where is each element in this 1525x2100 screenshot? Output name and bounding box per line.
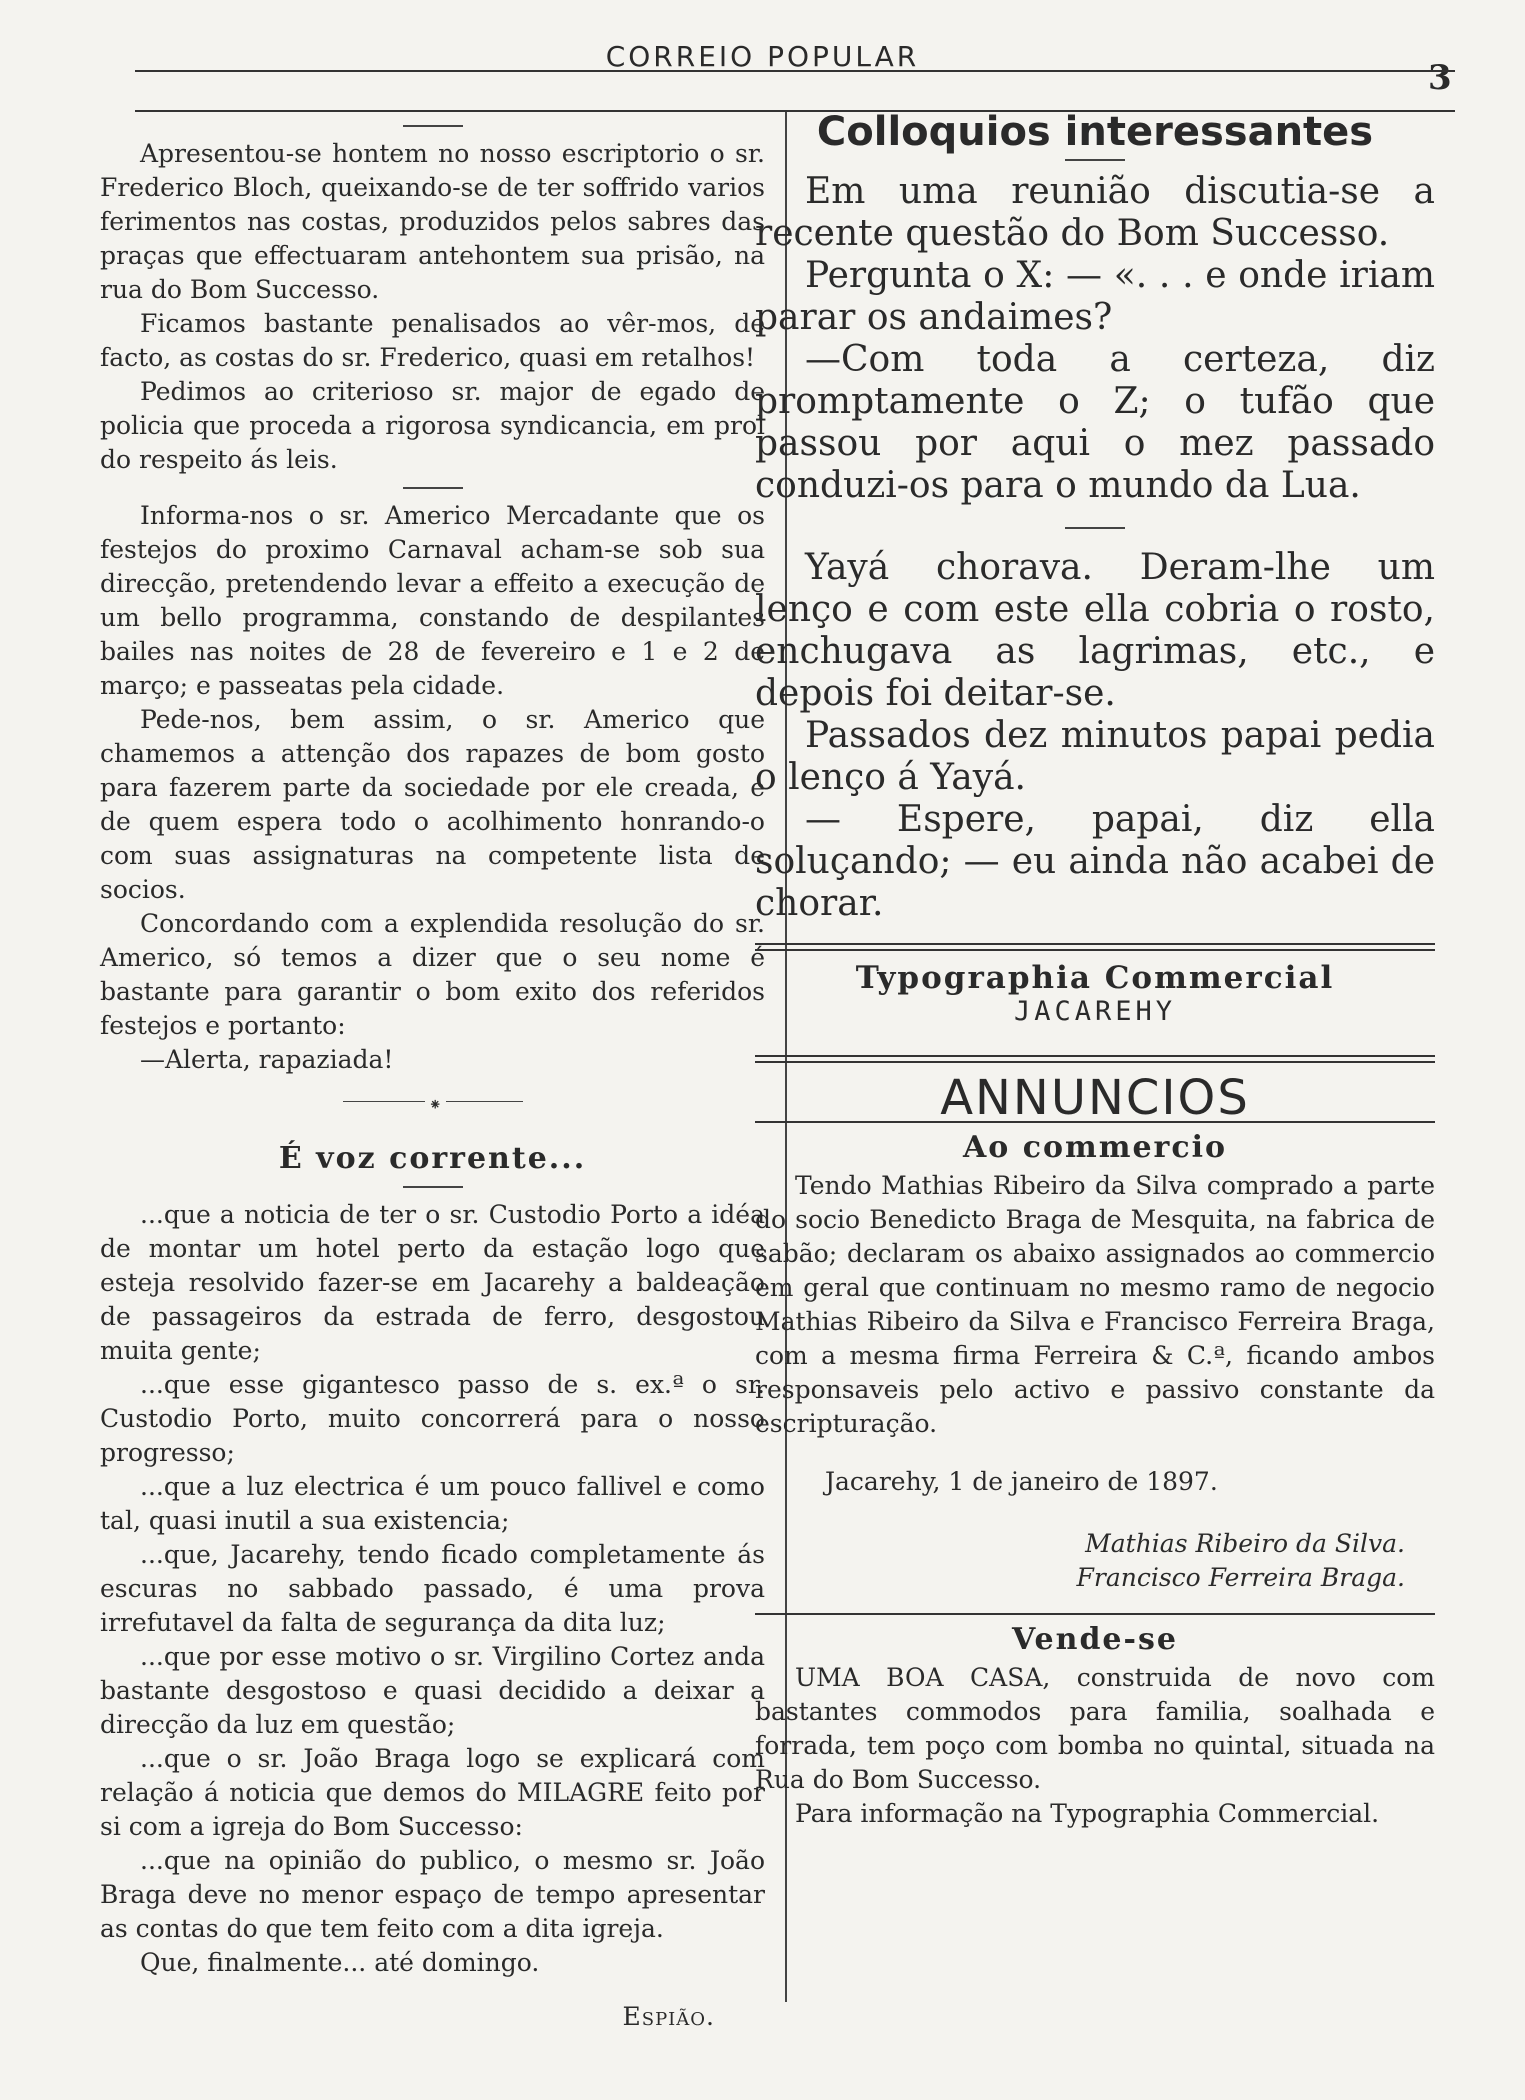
colloquio-paragraph: Em uma reunião discutia-se a recente questão do Bom Successo. bbox=[755, 171, 1435, 254]
section-dash bbox=[1065, 159, 1125, 161]
commercio-date: Jacarehy, 1 de janeiro de 1897. bbox=[825, 1467, 1218, 1496]
colloquio-paragraph: — Espere, papai, diz ella soluçando; — eu ainda não acabei de chorar. bbox=[755, 799, 1435, 924]
voz-item: ...que por esse motivo o sr. Virgilino Cortez anda bastante desgostoso e quasi decidido a deixar a direcção da luz em questão; bbox=[100, 1642, 765, 1739]
vende-info: Para informação na Typographia Commercial. bbox=[795, 1799, 1380, 1828]
bloch-paragraph: Pedimos ao criterioso sr. major de egado de policia que proceda a rigorosa syndicancia, em prol do respeito ás leis. bbox=[100, 377, 765, 474]
voz-corrente-heading: É voz corrente... bbox=[278, 1141, 587, 1176]
voz-item: ...que esse gigantesco passo de s. ex.ª o sr. Custodio Porto, muito concorrerá para o nosso progresso; bbox=[100, 1370, 765, 1467]
voz-item: ...que a noticia de ter o sr. Custodio Porto a idéa de montar um hotel perto da estação logo que esteja resolvido fazer-se em Jacarehy a baldeação de passageiros da estrada de ferro, desgostou muita gente; bbox=[100, 1200, 765, 1365]
typographia-city: JACAREHY bbox=[1013, 996, 1177, 1027]
section-rule bbox=[755, 1613, 1435, 1615]
signature-mathias: Mathias Ribeiro da Silva. bbox=[1085, 1529, 1405, 1558]
colloquio-paragraph: Passados dez minutos papai pedia o lenço á Yayá. bbox=[755, 715, 1435, 798]
annuncios-heading: ANNUNCIOS bbox=[940, 1070, 1250, 1126]
bloch-paragraph: Apresentou-se hontem no nosso escriptorio o sr. Frederico Bloch, queixando-se de ter soffrido varios ferimentos nas costas, produzidos pelos sabres das praças que effectuaram antehontem sua prisão, na rua do Bom Successo. bbox=[100, 139, 765, 304]
vende-ad bbox=[755, 1661, 1435, 1831]
commercio-notice bbox=[755, 1169, 1435, 1595]
voz-item: ...que o sr. João Braga logo se explicará com relação á noticia que demos do MILAGRE feito por si com a igreja do Bom Successo: bbox=[100, 1744, 765, 1841]
colloquio-paragraph: Yayá chorava. Deram-lhe um lenço e com este ella cobria o rosto, enchugava as lagrimas, etc., e depois foi deitar-se. bbox=[755, 547, 1435, 714]
vende-paragraph: UMA BOA CASA, construida de novo com bastantes commodos para familia, soalhada e forrada, tem poço com bomba no quintal, situada na Rua do Bom Successo. bbox=[755, 1663, 1435, 1794]
article-signature: Espião. bbox=[622, 2002, 715, 2031]
voz-item: Que, finalmente... até domingo. bbox=[140, 1948, 540, 1977]
section-dash bbox=[403, 125, 463, 127]
double-rule bbox=[755, 943, 1435, 951]
page-number: 3 bbox=[1428, 58, 1452, 98]
voz-corrente-article bbox=[100, 1198, 765, 1980]
carnaval-paragraph: Pede-nos, bem assim, o sr. Americo que chamemos a attenção dos rapazes de bom gosto para fazerem parte da sociedade por ele creada, e de quem espera todo o acolhimento honrando-o com suas assignaturas na competente lista de socios. bbox=[100, 705, 765, 904]
ornamental-divider bbox=[343, 1101, 523, 1102]
header-rule bbox=[135, 70, 1455, 72]
left-column bbox=[100, 115, 765, 2034]
typographia-heading: Typographia Commercial bbox=[855, 960, 1335, 996]
colloquios-part-1 bbox=[755, 171, 1435, 507]
bloch-paragraph: Ficamos bastante penalisados ao vêr-mos, de facto, as costas do sr. Frederico, quasi em retalhos! bbox=[100, 309, 765, 372]
voz-item: ...que a luz electrica é um pouco fallivel e como tal, quasi inutil a sua existencia; bbox=[100, 1472, 765, 1535]
voz-item: ...que, Jacarehy, tendo ficado completamente ás escuras no sabbado passado, é uma prova irrefutavel da falta de segurança da dita luz; bbox=[100, 1540, 765, 1637]
vende-heading: Vende-se bbox=[1012, 1622, 1178, 1657]
bloch-article bbox=[100, 137, 765, 477]
carnaval-paragraph: Concordando com a explendida resolução do sr. Americo, só temos a dizer que o seu nome é bastante para garantir o bom exito dos referidos festejos e portanto: bbox=[100, 909, 765, 1040]
right-column bbox=[755, 109, 1435, 1831]
voz-item: ...que na opinião do publico, o mesmo sr. João Braga deve no menor espaço de tempo apresentar as contas do que tem feito com a dita igreja. bbox=[100, 1846, 765, 1943]
carnaval-paragraph: Informa-nos o sr. Americo Mercadante que os festejos do proximo Carnaval acham-se sob sua direcção, pretendendo levar a effeito a execução de um bello programma, constando de despilantes bailes nas noites de 28 de fevereiro e 1 e 2 de março; e passeatas pela cidade. bbox=[100, 501, 765, 700]
colloquio-paragraph: Pergunta o X: — «. . . e onde iriam parar os andaimes? bbox=[755, 255, 1435, 338]
newspaper-header-title: CORREIO POPULAR bbox=[605, 40, 920, 73]
colloquios-part-2 bbox=[755, 547, 1435, 925]
commercio-heading: Ao commercio bbox=[962, 1130, 1228, 1165]
commercio-paragraph: Tendo Mathias Ribeiro da Silva comprado a parte do socio Benedicto Braga de Mesquita, na fabrica de sabão; declaram os abaixo assignados ao commercio em geral que continuam no mesmo ramo de negocio Mathias Ribeiro da Silva e Francisco Ferreira Braga, com a mesma firma Ferreira & C.ª, ficando ambos responsaveis pelo activo e passivo constante da escripturação. bbox=[755, 1171, 1435, 1438]
carnaval-paragraph: —Alerta, rapaziada! bbox=[140, 1045, 394, 1074]
section-dash bbox=[403, 487, 463, 489]
section-dash bbox=[1065, 527, 1125, 529]
colloquios-heading: Colloquios interessantes bbox=[816, 109, 1374, 155]
section-dash bbox=[403, 1186, 463, 1188]
signature-francisco: Francisco Ferreira Braga. bbox=[1076, 1563, 1405, 1592]
colloquio-paragraph: —Com toda a certeza, diz promptamente o Z; o tufão que passou por aqui o mez passado conduzi-os para o mundo da Lua. bbox=[755, 339, 1435, 506]
carnaval-article bbox=[100, 499, 765, 1077]
double-rule bbox=[755, 1055, 1435, 1063]
